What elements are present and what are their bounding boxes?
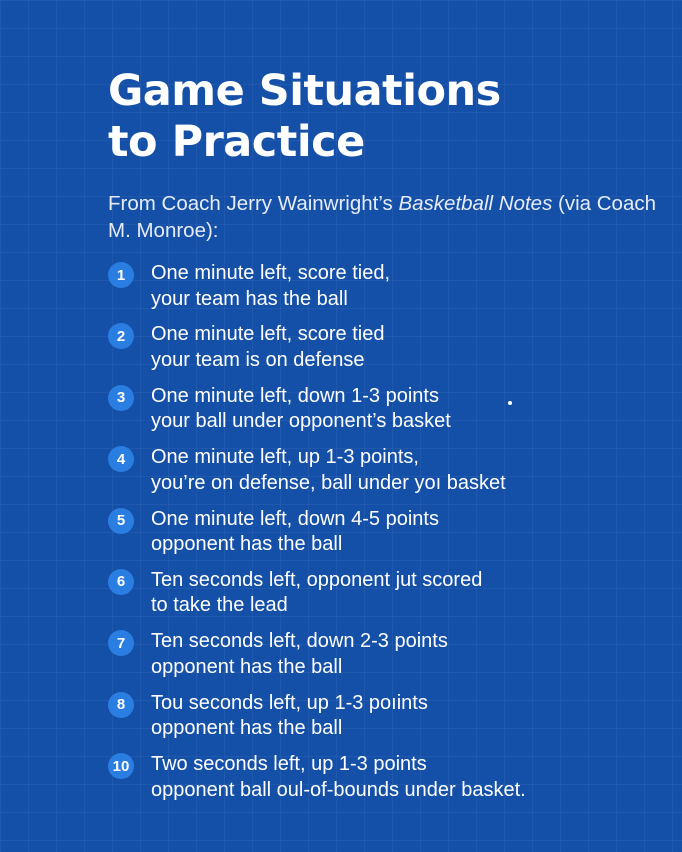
situation-line-1: Tou seconds left, up 1-3 poıints [151,691,428,714]
list-item [108,384,668,445]
situation-line-2: opponent ball oul-of-bounds under basket. [151,778,526,801]
number-badge: 8 [108,692,134,718]
situation-text [151,445,506,496]
situation-text [151,322,384,373]
list-item [108,445,668,506]
situation-line-2: your team has the ball [151,287,348,310]
content-card [108,66,668,814]
situation-text [151,507,439,558]
situation-line-2: you’re on defense, ball under yoı basket [151,471,506,494]
subtitle-prefix: From Coach Jerry Wainwright’s [108,192,399,215]
list-item [108,752,668,813]
list-item [108,568,668,629]
situation-text [151,691,428,742]
situation-line-1: One minute left, down 1-3 points [151,384,439,407]
number-badge: 1 [108,262,134,288]
situation-line-1: One minute left, score tied [151,323,385,346]
subtitle-book: Basketball Notes [398,192,553,215]
number-badge: 4 [108,446,134,472]
situation-line-1: Ten seconds left, opponent jut scored [151,568,483,591]
situation-text [151,261,390,312]
title-line-2: to Practice [108,117,365,167]
situation-line-2: opponent has the ball [151,655,343,678]
number-badge: 3 [108,385,134,411]
subtitle-suffix: (via Coach M. Monroe): [108,192,657,242]
title-line-1: Game Situations [108,66,501,116]
list-item [108,507,668,568]
situation-text [151,384,451,435]
situation-text [151,568,482,619]
situation-line-2: opponent has the ball [151,533,343,556]
page-title [108,66,668,168]
situation-list [108,261,668,814]
subtitle [108,190,668,244]
number-badge: 5 [108,508,134,534]
situation-line-1: Two seconds left, up 1-3 points [151,753,427,776]
decorative-dot [508,401,512,405]
list-item [108,261,668,322]
situation-line-1: One minute left, up 1-3 points, [151,446,419,469]
situation-line-2: your ball under opponent’s basket [151,410,451,433]
situation-line-1: Ten seconds left, down 2-3 points [151,630,448,653]
list-item [108,691,668,752]
situation-line-2: your team is on defense [151,348,365,371]
list-item [108,322,668,383]
number-badge: 10 [108,753,134,779]
number-badge: 7 [108,630,134,656]
situation-line-2: opponent has the ball [151,717,343,740]
list-item [108,629,668,690]
situation-line-1: One minute left, score tied, [151,262,391,284]
situation-line-2: to take the lead [151,594,288,617]
number-badge: 2 [108,323,134,349]
situation-text [151,629,448,680]
situation-text [151,752,526,803]
situation-line-1: One minute left, down 4-5 points [151,507,439,530]
number-badge: 6 [108,569,134,595]
